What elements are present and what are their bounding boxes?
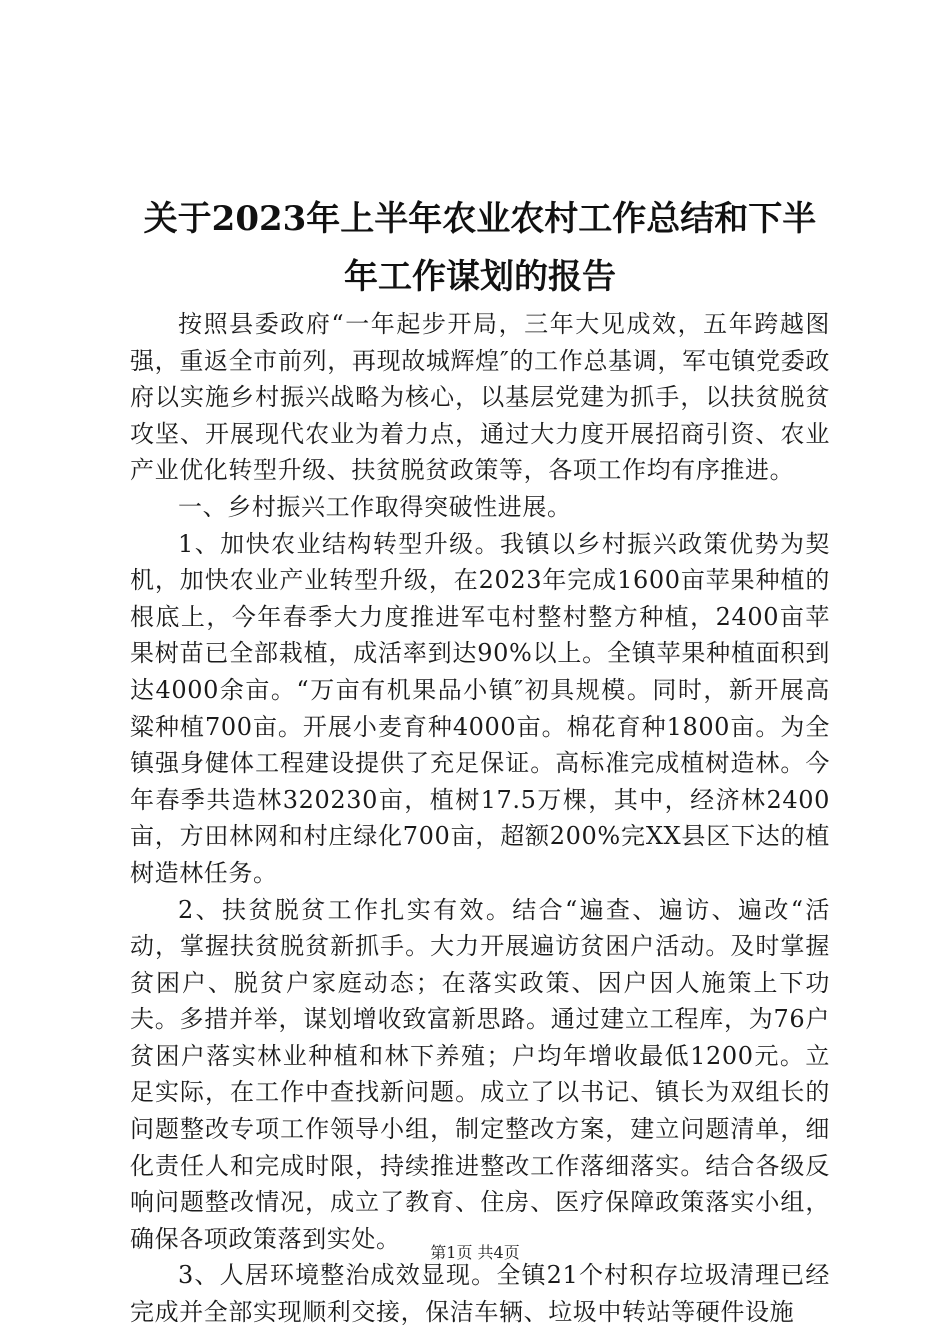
document-page (130, 190, 830, 1331)
paragraph-item-3: 3、人居环境整治成效显现。全镇21个村积存垃圾清理已经完成并全部实现顺利交接，保洁车辆、垃圾中转站等硬件设施 (130, 1261, 830, 1327)
paragraph-intro: 按照县委政府“一年起步开局，三年大见成效，五年跨越图强，重返全市前列，再现故城辉煌″的工作总基调，军屯镇党委政府以实施乡村振兴战略为核心，以基层党建为抓手，以扶贫脱贫攻坚、开展现代农业为着力点，通过大力度开展招商引资、农业产业优化转型升级、扶贫脱贫政策等，各项工作均有序推进。 (130, 310, 830, 485)
document-title (130, 190, 830, 306)
paragraph-item-1: 1、加快农业结构转型升级。我镇以乡村振兴政策优势为契机，加快农业产业转型升级，在2023年完成1600亩苹果种植的根底上，今年春季大力度推进军屯村整村整方种植，2400亩苹果树苗已全部栽植，成活率到达90%以上。全镇苹果种植面积到达4000余亩。“万亩有机果品小镇″初具规模。同时，新开展高粱种植700亩。开展小麦育种4000亩。棉花育种1800亩。为全镇强身健体工程建设提供了充足保证。高标准完成植树造林。今年春季共造林320230亩，植树17.5万棵，其中，经济林2400亩，方田林网和村庄绿化700亩，超额200%完XX县区下达的植树造林任务。 (130, 529, 830, 887)
page-number-footer: 第1页 共4页 (430, 1243, 520, 1262)
document-body (130, 306, 830, 1331)
paragraph-item-2: 2、扶贫脱贫工作扎实有效。结合“遍查、遍访、遍改“活动，掌握扶贫脱贫新抓手。大力开展遍访贫困户活动。及时掌握贫困户、脱贫户家庭动态；在落实政策、因户因人施策上下功夫。多措并举，谋划增收致富新思路。通过建立工程库，为76户贫困户落实林业种植和林下养殖；户均年增收最低1200元。立足实际，在工作中查找新问题。成立了以书记、镇长为双组长的问题整改专项工作领导小组，制定整改方案，建立问题清单，细化责任人和完成时限，持续推进整改工作落细落实。结合各级反响问题整改情况，成立了教育、住房、医疗保障政策落实小组，确保各项政策落到实处。 (130, 895, 830, 1253)
section-heading-1: 一、乡村振兴工作取得突破性进展。 (178, 492, 572, 521)
title-line-1: 关于2023年上半年农业农村工作总结和下半 (143, 199, 817, 239)
title-line-2: 年工作谋划的报告 (344, 257, 616, 297)
